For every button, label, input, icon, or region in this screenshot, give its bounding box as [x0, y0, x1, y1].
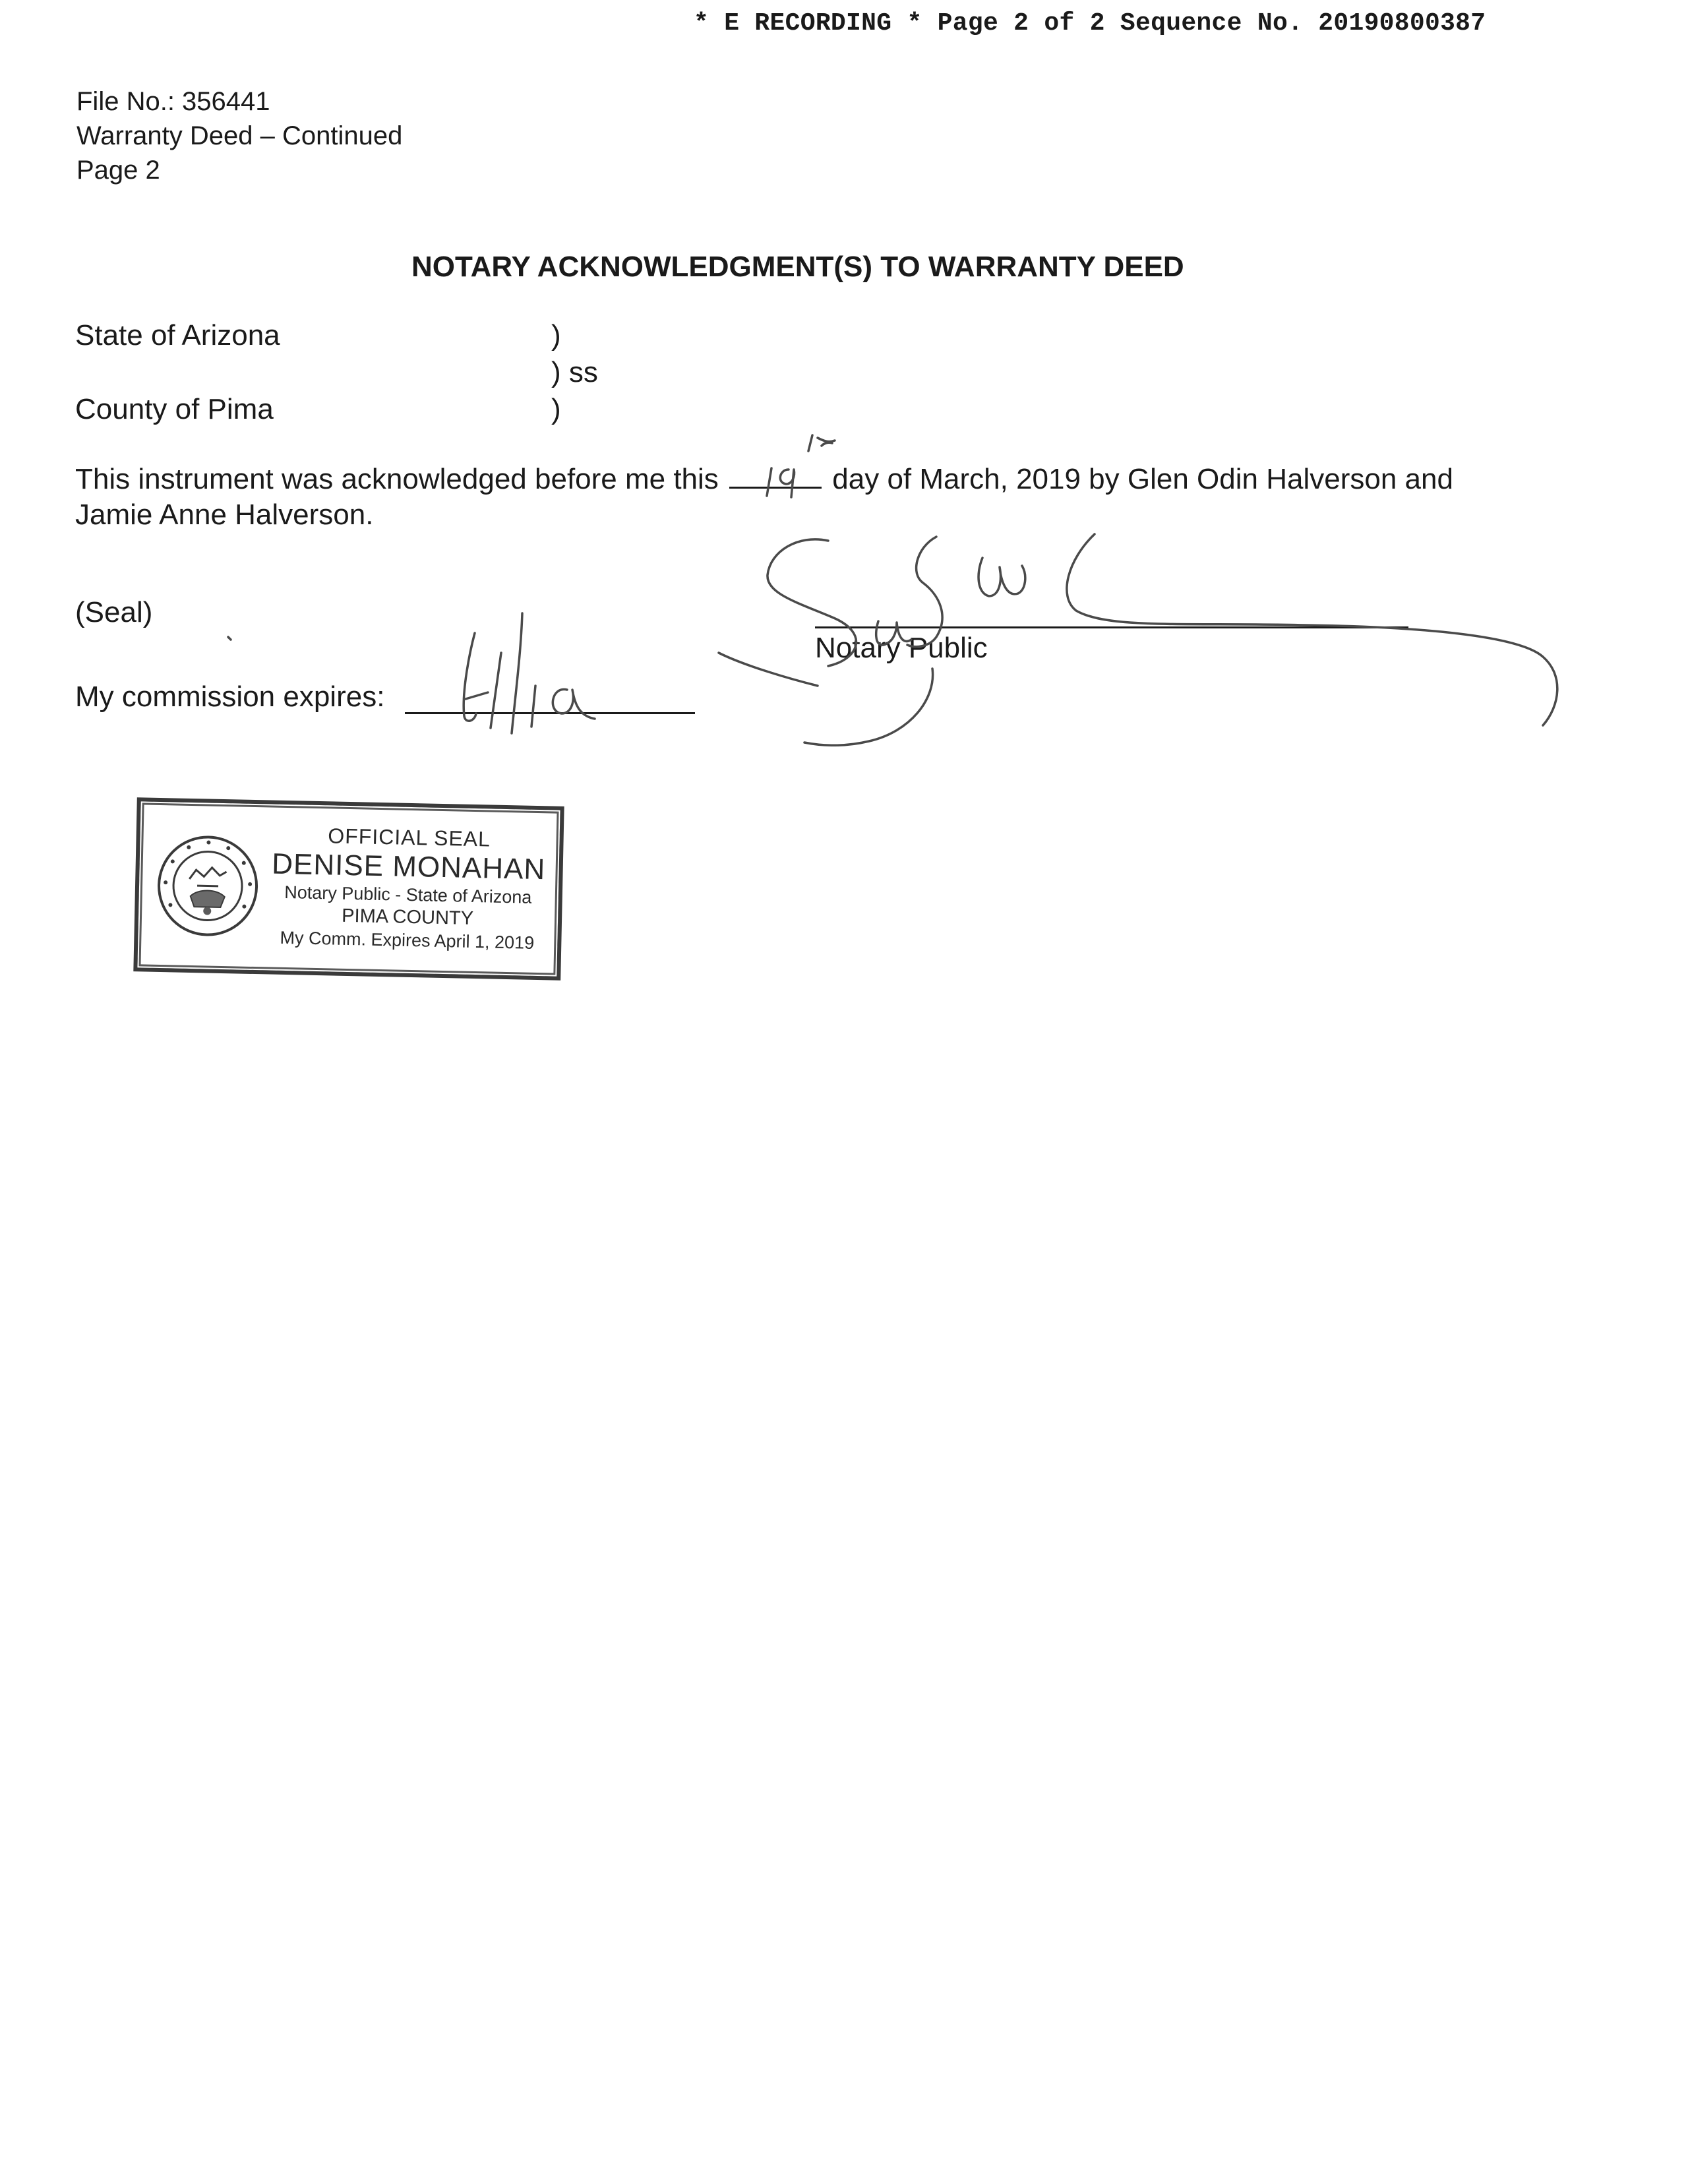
page-number: Page 2	[76, 156, 160, 185]
stamp-notary-name: DENISE MONAHAN	[271, 847, 546, 886]
venue-ss: ) ss	[551, 356, 598, 388]
commission-date-line	[405, 712, 695, 714]
venue-state: State of Arizona	[75, 319, 280, 351]
document-type: Warranty Deed – Continued	[76, 121, 403, 150]
official-notary-stamp	[133, 797, 564, 981]
stamp-county: PIMA COUNTY	[341, 905, 474, 929]
acknowledgment-text	[75, 460, 1592, 533]
stamp-official-seal: OFFICIAL SEAL	[328, 824, 491, 851]
speck-mark	[228, 637, 231, 640]
arizona-state-seal-icon	[154, 832, 261, 940]
stamp-notary-state: Notary Public - State of Arizona	[284, 882, 532, 907]
seal-label: (Seal)	[75, 596, 153, 628]
venue-paren-bottom: )	[551, 393, 561, 425]
venue-county: County of Pima	[75, 393, 274, 425]
handwritten-commission-date	[464, 613, 595, 733]
file-info-block	[76, 84, 402, 187]
venue-paren-top: )	[551, 319, 561, 351]
stamp-expiration: My Comm. Expires April 1, 2019	[280, 927, 535, 953]
stamp-text-block	[263, 821, 553, 955]
file-number: File No.: 356441	[76, 87, 270, 116]
document-title: NOTARY ACKNOWLEDGMENT(S) TO WARRANTY DEED	[411, 251, 1184, 283]
notary-signature-line	[815, 626, 1408, 628]
recording-header: * E RECORDING * Page 2 of 2 Sequence No. 20190800387	[694, 9, 1486, 38]
commission-label: My commission expires:	[75, 681, 385, 713]
notary-public-label: Notary Public	[815, 632, 988, 664]
acknowledgment-line2: Jamie Anne Halverson.	[75, 499, 374, 531]
acknowledgment-tail: day of March, 2019 by Glen Odin Halverson and	[832, 463, 1453, 495]
day-blank	[729, 460, 822, 489]
acknowledgment-lead: This instrument was acknowledged before me this	[75, 463, 719, 495]
